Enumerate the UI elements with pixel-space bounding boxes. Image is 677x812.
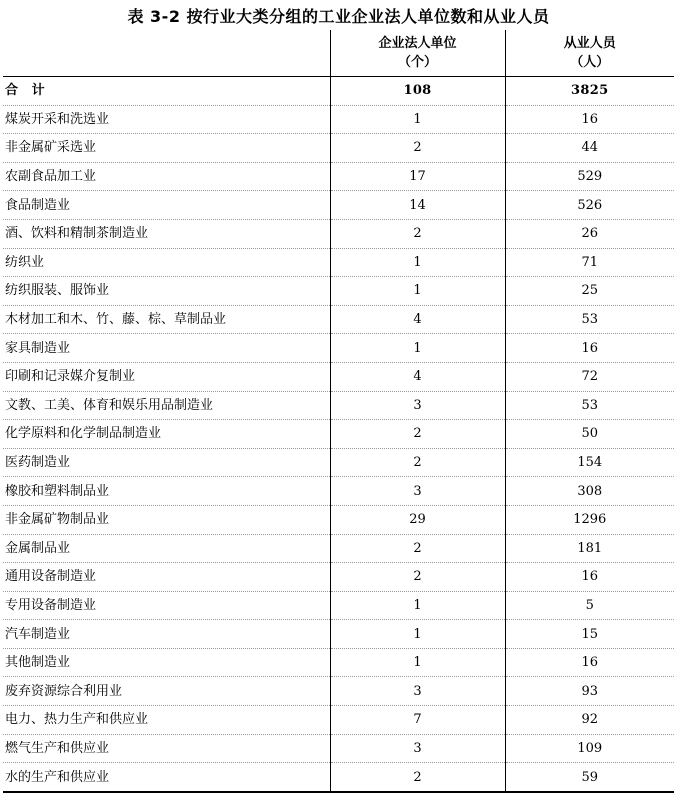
table-row <box>3 362 674 391</box>
row-employees: 529 <box>505 162 674 191</box>
row-label: 其他制造业 <box>3 648 330 677</box>
table-row <box>3 591 674 620</box>
table-row <box>3 648 674 677</box>
row-label: 家具制造业 <box>3 334 330 363</box>
table-title: 表 3-2 按行业大类分组的工业企业法人单位数和从业人员 <box>127 7 550 26</box>
row-units: 2 <box>330 420 505 449</box>
row-units: 4 <box>330 305 505 334</box>
table-row <box>3 620 674 649</box>
row-label: 水的生产和供应业 <box>3 763 330 792</box>
row-employees: 53 <box>505 305 674 334</box>
row-label: 燃气生产和供应业 <box>3 734 330 763</box>
table-row <box>3 534 674 563</box>
row-label: 化学原料和化学制品制造业 <box>3 420 330 449</box>
row-label: 橡胶和塑料制品业 <box>3 477 330 506</box>
row-label: 纺织业 <box>3 248 330 277</box>
row-employees: 44 <box>505 134 674 163</box>
header-units-title: 企业法人单位 <box>378 36 457 51</box>
header-employees-unit: （人） <box>570 55 610 70</box>
row-units: 3 <box>330 677 505 706</box>
row-employees: 16 <box>505 105 674 134</box>
row-units: 2 <box>330 448 505 477</box>
row-label: 医药制造业 <box>3 448 330 477</box>
table-row <box>3 334 674 363</box>
row-units: 1 <box>330 334 505 363</box>
row-employees: 71 <box>505 248 674 277</box>
row-employees: 1296 <box>505 505 674 534</box>
row-employees: 109 <box>505 734 674 763</box>
row-label: 食品制造业 <box>3 191 330 220</box>
row-label: 文教、工美、体育和娱乐用品制造业 <box>3 391 330 420</box>
row-employees: 15 <box>505 620 674 649</box>
row-units: 3 <box>330 477 505 506</box>
row-label: 农副食品加工业 <box>3 162 330 191</box>
row-units: 2 <box>330 134 505 163</box>
total-label: 合 计 <box>3 77 330 106</box>
row-label: 金属制品业 <box>3 534 330 563</box>
table-row <box>3 706 674 735</box>
row-units: 29 <box>330 505 505 534</box>
total-units: 108 <box>330 77 505 106</box>
row-employees: 526 <box>505 191 674 220</box>
row-label: 印刷和记录媒介复制业 <box>3 362 330 391</box>
table-row <box>3 248 674 277</box>
table-row <box>3 448 674 477</box>
row-employees: 50 <box>505 420 674 449</box>
row-units: 2 <box>330 563 505 592</box>
row-units: 3 <box>330 391 505 420</box>
row-units: 4 <box>330 362 505 391</box>
row-employees: 16 <box>505 648 674 677</box>
header-units-unit: （个） <box>397 55 437 70</box>
row-employees: 25 <box>505 277 674 306</box>
row-units: 1 <box>330 105 505 134</box>
row-units: 2 <box>330 763 505 792</box>
row-employees: 154 <box>505 448 674 477</box>
row-label: 通用设备制造业 <box>3 563 330 592</box>
table-row <box>3 219 674 248</box>
table-body <box>3 77 674 792</box>
row-label: 纺织服装、服饰业 <box>3 277 330 306</box>
row-employees: 16 <box>505 334 674 363</box>
row-units: 2 <box>330 534 505 563</box>
row-units: 17 <box>330 162 505 191</box>
table-row <box>3 391 674 420</box>
table-row <box>3 305 674 334</box>
row-units: 1 <box>330 591 505 620</box>
table-row <box>3 191 674 220</box>
row-employees: 16 <box>505 563 674 592</box>
table-row <box>3 105 674 134</box>
row-units: 1 <box>330 277 505 306</box>
row-units: 1 <box>330 648 505 677</box>
row-employees: 26 <box>505 219 674 248</box>
row-units: 7 <box>330 706 505 735</box>
row-label: 木材加工和木、竹、藤、棕、草制品业 <box>3 305 330 334</box>
table-row <box>3 277 674 306</box>
table-row <box>3 505 674 534</box>
row-label: 煤炭开采和洗选业 <box>3 105 330 134</box>
row-employees: 53 <box>505 391 674 420</box>
row-employees: 181 <box>505 534 674 563</box>
header-employees <box>505 30 674 77</box>
row-employees: 92 <box>505 706 674 735</box>
row-units: 1 <box>330 248 505 277</box>
table-row <box>3 734 674 763</box>
header-employees-title: 从业人员 <box>563 36 616 51</box>
table-row <box>3 134 674 163</box>
row-label: 汽车制造业 <box>3 620 330 649</box>
row-units: 3 <box>330 734 505 763</box>
table-row <box>3 677 674 706</box>
row-label: 电力、热力生产和供应业 <box>3 706 330 735</box>
row-label: 废弃资源综合利用业 <box>3 677 330 706</box>
row-units: 2 <box>330 219 505 248</box>
total-employees: 3825 <box>505 77 674 106</box>
table-row <box>3 477 674 506</box>
row-label: 非金属矿采选业 <box>3 134 330 163</box>
row-label: 酒、饮料和精制茶制造业 <box>3 219 330 248</box>
table-row <box>3 420 674 449</box>
row-units: 14 <box>330 191 505 220</box>
row-units: 1 <box>330 620 505 649</box>
header-units <box>330 30 505 77</box>
header-row <box>3 30 674 77</box>
header-category <box>3 30 330 77</box>
row-label: 非金属矿物制品业 <box>3 505 330 534</box>
row-label: 专用设备制造业 <box>3 591 330 620</box>
total-row <box>3 77 674 106</box>
row-employees: 308 <box>505 477 674 506</box>
data-table <box>3 30 674 793</box>
table-row <box>3 763 674 792</box>
row-employees: 72 <box>505 362 674 391</box>
row-employees: 59 <box>505 763 674 792</box>
table-row <box>3 563 674 592</box>
row-employees: 5 <box>505 591 674 620</box>
table-row <box>3 162 674 191</box>
row-employees: 93 <box>505 677 674 706</box>
